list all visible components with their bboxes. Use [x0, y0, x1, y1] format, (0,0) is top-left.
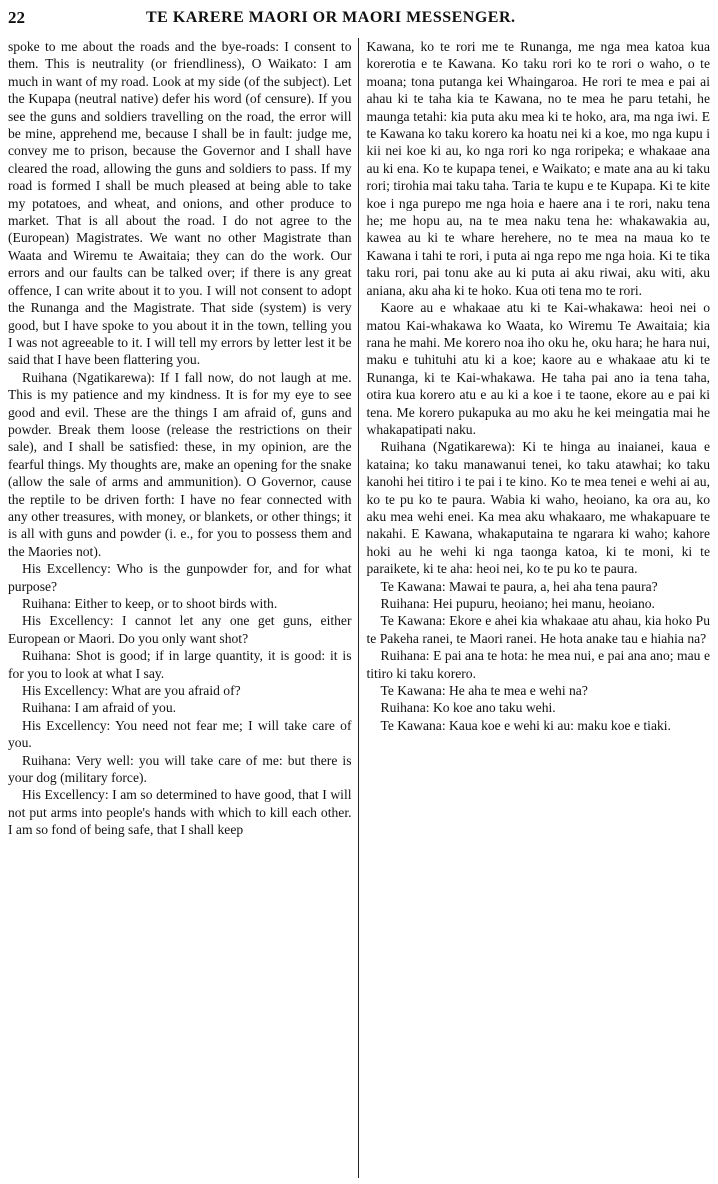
- paragraph: Kaore au e whakaae atu ki te Kai-whakawa: heoi nei o matou Kai-whakawa ko Waata, ko Wiremu Te Awaitaia; kia rana he mahi. Me korero noa iho oku he, oku hara; he hara nui, maku e tuhituhi atu ki a koe; kaore au e whakaae atu ki te Runanga, ki te Kai-whakawa. He taha pai ano ia tena taha, otira kua korero atu e au ki a koe i te taone, ekore au e pai ki tena. Me korero pukapuka au mo aku he kei meingatia mai he whakapatipati naku.: [366, 300, 710, 437]
- paragraph: Ruihana (Ngatikarewa): If I fall now, do not laugh at me. This is my patience and my kindness. It is for my eye to see good and evil. These are the things I am afraid of, guns and powder. Break them loose (release the restrictions on their sale), and I shall be satisfied: these, in my opinion, are the fearful things. My thoughts are, make an opening for the snake (allow the sale of arms and ammunition). O Governor, cause the reptile to be driven forth: I have no fear connected with any other treasures, with money, or blankets, or other things; it is all with guns and powder (i. e., for you to possess them and the Maories not).: [8, 369, 352, 559]
- paragraph: His Excellency: I cannot let any one get guns, either European or Maori. Do you only want shot?: [8, 613, 352, 646]
- paragraph: Ruihana: Very well: you will take care of me: but there is your dog (military force).: [8, 752, 352, 786]
- paragraph: His Excellency: You need not fear me; I will take care of you.: [8, 717, 352, 751]
- paragraph: Ruihana: Either to keep, or to shoot birds with.: [22, 596, 278, 611]
- running-title: TE KARERE MAORI OR MAORI MESSENGER.: [146, 9, 516, 26]
- paragraph: Ruihana: E pai ana te hota: he mea nui, e pai ana ano; mau e titiro ki taku korero.: [366, 648, 710, 681]
- paragraph: Te Kawana: He aha te mea e wehi na?: [380, 683, 588, 699]
- paragraph: Te Kawana: Ekore e ahei kia whakaae atu ahau, kia hoko Pu te Pakeha ranei, te Maori ranei. He hota anake tau e hiahia na?: [366, 613, 710, 646]
- paragraph: Ruihana: Shot is good; if in large quantity, it is good: it is for you to look at what I say.: [8, 648, 352, 681]
- paragraph: Te Kawana: Kaua koe e wehi ki au: maku koe e tiaki.: [380, 717, 671, 733]
- english-column: [8, 38, 358, 1178]
- paragraph: Ruihana (Ngatikarewa): Ki te hinga au inaianei, kaua e kataina; ko taku manawanui tenei, ko taku atawhai; ko taku kanohi hei titiro i te pai i te kino. Ko te mea tenei e wehi ai au, ko te pu ko te paura. Wabia ki waho, heoiano, ka ora au, ko aku mea wehi enei. Ka mea aku whakaaro, me whakapuare te nakahi. E Kawana, whakaputaina te ngarara ki waho; kahore hoki au he wehi ki nga taonga katoa, ki te moni, ki te paraikete, ki te aha: heoi nei, ko te pu ko te paura.: [366, 439, 710, 577]
- text-columns: [8, 38, 710, 1178]
- paragraph: His Excellency: Who is the gunpowder for, and for what purpose?: [8, 561, 352, 594]
- paragraph: Ruihana: Ko koe ano taku wehi.: [380, 700, 556, 716]
- page-number: 22: [8, 8, 25, 27]
- paragraph: Ruihana: I am afraid of you.: [22, 700, 177, 716]
- paragraph: Ruihana: Hei pupuru, heoiano; hei manu, heoiano.: [380, 596, 655, 611]
- paragraph: Te Kawana: Mawai te paura, a, hei aha tena paura?: [380, 578, 658, 594]
- paragraph: Kawana, ko te rori me te Runanga, me nga mea katoa kua korerotia e te Kawana. Ko taku rori ko te rori o waho, o te moana; tona putanga kei Whaingaroa. He rori te mea e pai ai ahau ki te taha kia te Kawana, no te mea he paru tetahi, he maunga tetahi: kia puta aku mea ki te hoko, ara, ma nga iwi. E te Kawana ko taku korero ka hoatu nei ki a koe, mo nga kupu i kii nei koe ki au, ko nga rori ko nga roripeka; e whakaae ana au ki ena. Ko te kupapa tenei, e Waikato; e mate ana au ki taku rori; tirohia mai taku taha. Taria te kupu e te Kupapa. Ki te kite koe i nga purepo me nga hoia e haere ana i te rori, naku tena he; me hopu au, na te mea naku tena he: whakawakia au, kawea au ki te whare herehere, no te mea na maua ko te Kawana i tahi te rori, i puta ai nga repo me nga hoia. Ki te tika taku rori, pai tonu ake au ki puta ai aku riwai, aku witi, aku aniana, aku aha ki te hoko. Kua oti tena mo te rori.: [366, 39, 710, 298]
- page-header: [6, 6, 712, 34]
- paragraph: spoke to me about the roads and the bye-roads: I consent to them. This is neutrality (or friendliness), O Waikato: I am much in want of my road. Look at my side (of the subject). Let the Kupapa (neutral native) defer his word (of censure). If you see the guns and soldiers travelling on the road, the error will be mine, apprehend me, because I shall be in fault: judge me, convey me to prison, because the Governor and I shall have cleared the road, allowing the guns and soldiers to pass. If my road is formed I shall be much pleased at being able to take my potatoes, and wheat, and onions, and other produce to market. That is all about the road. I do not agree to the (European) Magistrates. We want no other Magistrate than Waata and Wiremu te Awaitaia; they can do the work. Our errors and our faults can be talked over; if there is any great offence, I can write about it to you. I will not consent to adopt the Runanga and the Magistrate. That side (system) is very good, but I have spoke to you about it in the town, telling you I was not agreeable to it. I will tell my errors by letter lest it be said that I have been flattering you.: [8, 39, 352, 368]
- maori-column: [359, 38, 711, 1178]
- paragraph: His Excellency: What are you afraid of?: [22, 683, 241, 699]
- paragraph: His Excellency: I am so determined to have good, that I will not put arms into people's hands with which to kill each other. I am so fond of being safe, that I shall keep: [8, 787, 352, 838]
